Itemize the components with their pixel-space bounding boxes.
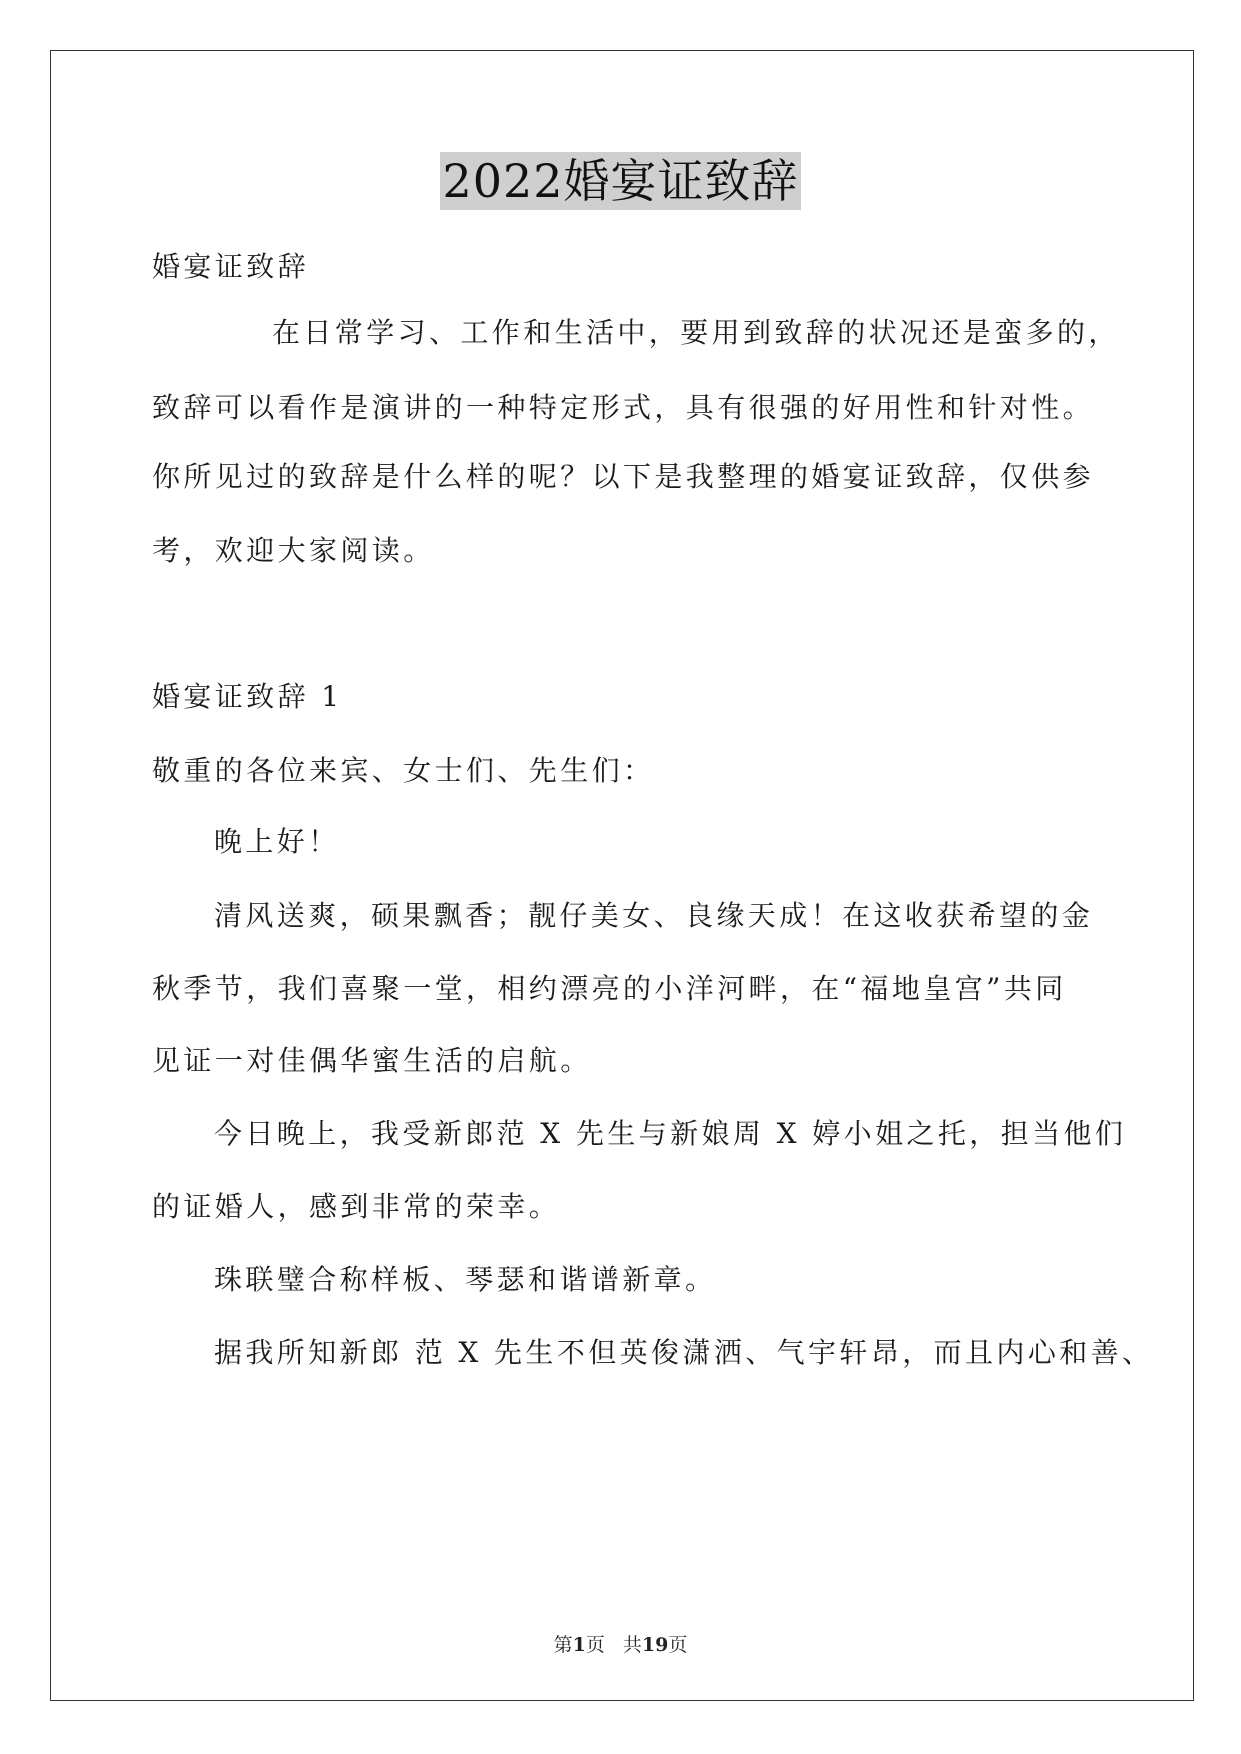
salutation: 敬重的各位来宾、女士们、先生们： [152,754,655,787]
paragraph-line: 据我所知新郎 范 X 先生不但英俊潇洒、气宇轩昂，而且内心和善、 [214,1336,1154,1369]
paragraph-line: 在日常学习、工作和生活中，要用到致辞的状况还是蛮多的， [272,316,1120,349]
page-border [50,50,1194,1701]
greeting: 晚上好！ [214,825,340,858]
section-heading: 婚宴证致辞 1 [152,680,343,713]
paragraph-line: 致辞可以看作是演讲的一种特定形式，具有很强的好用性和针对性。 [152,391,1095,424]
footer-total-suffix: 页 [668,1634,688,1656]
paragraph-line: 珠联璧合称样板、琴瑟和谐谱新章。 [214,1263,717,1296]
paragraph-line: 你所见过的致辞是什么样的呢？以下是我整理的婚宴证致辞，仅供参 [152,460,1095,493]
section-heading: 婚宴证致辞 [152,250,310,283]
paragraph-line: 清风送爽，硕果飘香；靓仔美女、良缘天成！在这收获希望的金 [214,899,1094,932]
footer-prefix: 第 [553,1634,573,1656]
footer-page-number: 1 [572,1634,586,1656]
paragraph-line: 考，欢迎大家阅读。 [152,534,435,567]
paragraph-line: 的证婚人，感到非常的荣幸。 [152,1190,561,1223]
footer-total-prefix: 共 [622,1634,642,1656]
page-footer [0,1632,1241,1658]
document-title: 2022婚宴证致辞 [442,154,799,208]
paragraph-line: 见证一对佳偶华蜜生活的启航。 [152,1044,592,1077]
paragraph-line: 秋季节，我们喜聚一堂，相约漂亮的小洋河畔，在“福地皇宫”共同 [152,972,1067,1005]
paragraph-line: 今日晚上，我受新郎范 X 先生与新娘周 X 婷小姐之托，担当他们 [214,1117,1127,1150]
footer-total-pages: 19 [641,1634,669,1656]
footer-page-suffix: 页 [585,1634,605,1656]
title-container [0,152,1241,210]
